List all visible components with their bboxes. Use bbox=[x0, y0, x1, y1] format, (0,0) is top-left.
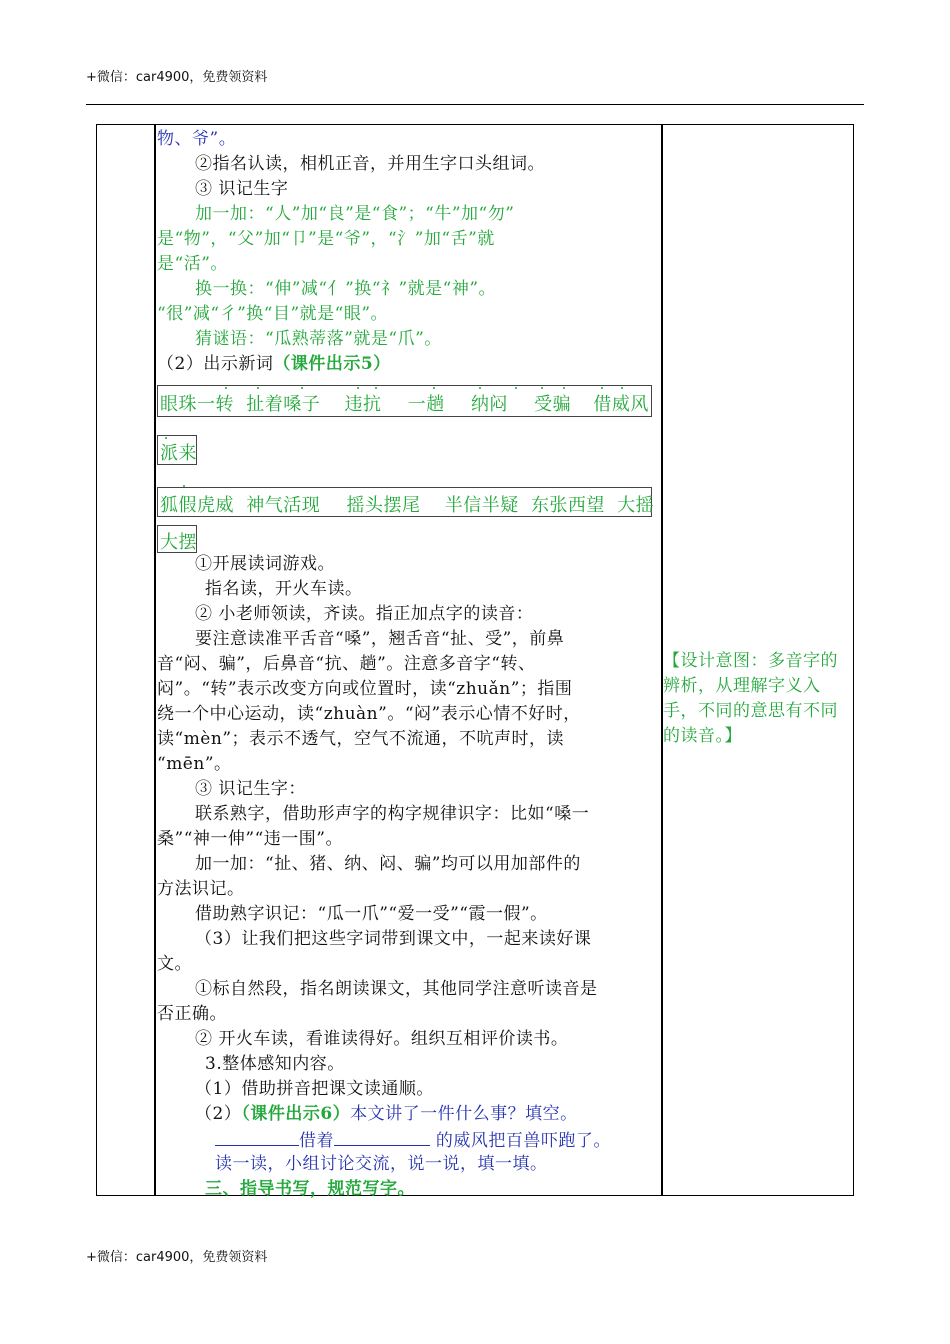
word-item: 派来 bbox=[160, 443, 197, 464]
text-line bbox=[195, 1102, 578, 1127]
word-box-2 bbox=[157, 487, 655, 517]
blank-text: 的威风把百兽吓跑了。 bbox=[435, 1131, 611, 1151]
text-line: 加一加：“扯、猪、纳、闷、骗”均可以用加部件的 bbox=[195, 854, 581, 874]
emphasis-dot bbox=[515, 387, 517, 389]
text-line: 文。 bbox=[157, 954, 192, 974]
lesson-table bbox=[96, 124, 854, 1199]
blank-text: 借着 bbox=[299, 1131, 334, 1151]
text-line: “很”减“彳”换“目”就是“眼”。 bbox=[157, 304, 389, 324]
word-item: 大摆 bbox=[160, 532, 197, 553]
fill-blank-line bbox=[215, 1127, 611, 1154]
blank-2 bbox=[334, 1127, 430, 1146]
page-footer: +微信：car4900，免费领资料 bbox=[86, 1250, 268, 1265]
emphasis-dot bbox=[621, 387, 623, 389]
word-item: 一趟 bbox=[407, 394, 445, 415]
text-line: 是“活”。 bbox=[157, 254, 228, 274]
text-line: ② 小老师领读，齐读。指正加点字的读音： bbox=[195, 604, 534, 624]
text-line: 借助熟字识记：“瓜一爪”“爱一受”“霞一假”。 bbox=[195, 904, 548, 924]
courseware-tag: （课件出示5） bbox=[273, 354, 391, 374]
emphasis-dot bbox=[375, 387, 377, 389]
emphasis-dot bbox=[479, 387, 481, 389]
word-item: 眼珠一转 bbox=[160, 394, 234, 415]
header-divider bbox=[86, 104, 864, 105]
column-divider-left bbox=[154, 125, 156, 1195]
prompt-text: 本文讲了一件什么事？填空。 bbox=[350, 1104, 578, 1124]
word-item: 神气活现 bbox=[246, 495, 321, 516]
section-heading: 三、指导书写，规范写字。 bbox=[205, 1179, 415, 1199]
blank-1 bbox=[215, 1127, 299, 1146]
emphasis-dot bbox=[257, 387, 259, 389]
text-line: 读“mèn”；表示不透气，空气不流通，不吭声时，读 bbox=[157, 729, 565, 749]
word-item: 受骗 bbox=[534, 394, 572, 415]
text-line: ②指名认读，相机正音，并用生字口头组词。 bbox=[195, 154, 545, 174]
emphasis-dot bbox=[301, 387, 303, 389]
emphasis-dot bbox=[563, 387, 565, 389]
text-line: 否正确。 bbox=[157, 1004, 227, 1024]
text-line: ② 开火车读，看谁读得好。组织互相评价读书。 bbox=[195, 1029, 569, 1049]
text-line: （3）让我们把这些字词带到课文中，一起来读好课 bbox=[195, 929, 592, 949]
text-line: 是“物”，“父”加“卩”是“爷”，“氵”加“舌”就 bbox=[157, 229, 495, 249]
page-header: +微信：car4900，免费领资料 bbox=[86, 70, 268, 85]
emphasis-dot bbox=[541, 387, 543, 389]
word-item: 借威风 bbox=[593, 394, 649, 415]
text-line: 3.整体感知内容。 bbox=[205, 1054, 345, 1074]
text-line: 要注意读准平舌音“嗓”，翘舌音“扯、受”，前鼻 bbox=[195, 629, 565, 649]
section-label: （2）出示新词 bbox=[157, 354, 274, 374]
text-line: ①开展读词游戏。 bbox=[195, 554, 335, 574]
lesson-content bbox=[157, 125, 662, 1199]
emphasis-dot bbox=[183, 485, 185, 487]
text-line: 方法识记。 bbox=[157, 879, 245, 899]
design-intent-note: 【设计意图：多音字的辨析，从理解字义入手，不同的意思有不同的读音。】 bbox=[663, 651, 838, 746]
text-line: ①标自然段，指名朗读课文，其他同学注意听读音是 bbox=[195, 979, 598, 999]
emphasis-dot bbox=[165, 437, 167, 439]
word-item: 大摇 bbox=[617, 495, 655, 516]
text-line: 桑”“神一伸”“违一围”。 bbox=[157, 829, 343, 849]
section-label: （2） bbox=[195, 1104, 242, 1124]
word-box-2b bbox=[157, 525, 197, 553]
text-line: “mēn”。 bbox=[157, 754, 232, 774]
text-line: 联系熟字，借助形声字的构字规律识字：比如“嗓一 bbox=[195, 804, 590, 824]
word-item: 东张西望 bbox=[530, 495, 605, 516]
word-row-2 bbox=[160, 491, 654, 517]
word-box-1b bbox=[157, 435, 197, 465]
word-item: 狐假虎威 bbox=[160, 495, 234, 516]
text-line: 换一换：“伸”减“亻”换“礻”就是“神”。 bbox=[195, 279, 497, 299]
word-row-1 bbox=[160, 390, 649, 416]
text-line: 加一加：“人”加“良”是“食”；“牛”加“勿” bbox=[195, 204, 515, 224]
text-line bbox=[157, 352, 391, 377]
text-line: 读一读，小组讨论交流，说一说，填一填。 bbox=[215, 1154, 548, 1174]
text-line: 物、爷”。 bbox=[157, 129, 237, 149]
word-item: 纳闷 bbox=[470, 394, 508, 415]
text-line: 绕一个中心运动，读“zhuàn”。“闷”表示心情不好时， bbox=[157, 704, 581, 724]
text-line: 指名读，开火车读。 bbox=[205, 579, 363, 599]
emphasis-dot bbox=[225, 387, 227, 389]
text-line: （1）借助拼音把课文读通顺。 bbox=[195, 1079, 434, 1099]
emphasis-dot bbox=[357, 387, 359, 389]
text-line: 闷”。“转”表示改变方向或位置时，读“zhuǎn”；指围 bbox=[157, 679, 573, 699]
word-item: 摇头摆尾 bbox=[346, 495, 421, 516]
word-item: 半信半疑 bbox=[444, 495, 519, 516]
courseware-tag: （课件出示6） bbox=[241, 1104, 351, 1124]
word-box-1 bbox=[157, 385, 652, 417]
text-line: 音“闷、骗”，后鼻音“抗、趟”。注意多音字“转、 bbox=[157, 654, 536, 674]
emphasis-dot bbox=[601, 387, 603, 389]
text-line: ③ 识记生字 bbox=[195, 179, 289, 199]
word-item: 扯着嗓子 bbox=[246, 394, 321, 415]
text-line: ③ 识记生字： bbox=[195, 779, 306, 799]
word-item: 违抗 bbox=[344, 394, 382, 415]
emphasis-dot bbox=[433, 387, 435, 389]
text-line: 猜谜语：“瓜熟蒂落”就是“爪”。 bbox=[195, 329, 442, 349]
